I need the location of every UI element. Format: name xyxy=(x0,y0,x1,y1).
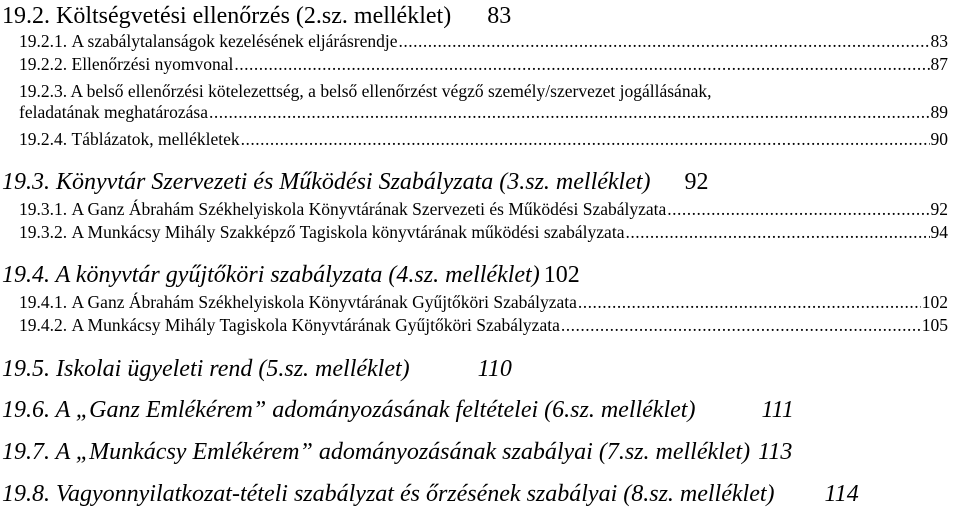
toc-entry-19-2-4[interactable] xyxy=(19,128,948,150)
toc-page: 111 xyxy=(761,397,794,423)
toc-heading-19-6[interactable] xyxy=(2,396,794,424)
toc-number: 19.2. xyxy=(2,3,50,29)
toc-page: 83 xyxy=(930,31,948,51)
toc-heading-19-2[interactable] xyxy=(2,2,511,30)
toc-number: 19.2.3. xyxy=(19,81,68,101)
toc-entry-19-3-1[interactable] xyxy=(19,198,948,220)
toc-title: A Munkácsy Mihály Szakképző Tagiskola könyvtárának működési szabályzata xyxy=(71,222,625,242)
toc-number: 19.5. xyxy=(2,356,50,382)
toc-title: Költségvetési ellenőrzés (2.sz. melléklet) xyxy=(56,3,452,29)
toc-page: 113 xyxy=(758,439,793,465)
toc-entry-19-2-1[interactable] xyxy=(19,30,948,52)
toc-title: A „Munkácsy Emlékérem” adományozásának szabályai (7.sz. melléklet) xyxy=(55,439,751,465)
toc-title-line2: feladatának meghatározása xyxy=(19,102,208,122)
toc-page: 89 xyxy=(930,102,948,122)
toc-number: 19.4.2. xyxy=(19,315,68,335)
toc-page: 102 xyxy=(543,262,580,288)
toc-page: 110 xyxy=(477,356,512,382)
toc-title: Táblázatok, mellékletek xyxy=(71,129,240,149)
toc-number: 19.7. xyxy=(2,439,50,465)
toc-heading-19-3[interactable] xyxy=(2,168,709,196)
toc-leader xyxy=(625,221,929,243)
toc-leader xyxy=(234,53,929,75)
toc-number: 19.3.1. xyxy=(19,199,68,219)
toc-page: 105 xyxy=(921,315,948,335)
toc-number: 19.4.1. xyxy=(19,292,68,312)
toc-page: 102 xyxy=(921,292,948,312)
toc-entry-19-2-3[interactable] xyxy=(19,80,711,102)
toc-number: 19.8. xyxy=(2,481,50,507)
toc-title: Iskolai ügyeleti rend (5.sz. melléklet) xyxy=(56,356,410,382)
toc-page: 94 xyxy=(930,222,948,242)
toc-title: A Ganz Ábrahám Székhelyiskola Könyvtárának Szervezeti és Működési Szabályzata xyxy=(71,199,667,219)
toc-number: 19.6. xyxy=(2,397,50,423)
toc-heading-19-8[interactable] xyxy=(2,480,859,508)
toc-entry-19-2-3-cont[interactable] xyxy=(19,101,948,123)
toc-page: 90 xyxy=(930,129,948,149)
toc-number: 19.2.4. xyxy=(19,129,68,149)
toc-heading-19-5[interactable] xyxy=(2,355,512,383)
toc-leader xyxy=(209,101,930,123)
toc-page: 92 xyxy=(930,199,948,219)
toc-title: A szabálytalanságok kezelésének eljárásrendje xyxy=(71,31,398,51)
toc-number: 19.3. xyxy=(2,169,50,195)
toc-page: 92 xyxy=(684,169,709,195)
toc-number: 19.4. xyxy=(2,262,50,288)
toc-page: 114 xyxy=(824,481,859,507)
toc-leader xyxy=(561,314,921,336)
toc-leader xyxy=(241,128,930,150)
toc-title: A Munkácsy Mihály Tagiskola Könyvtárának Gyűjtőköri Szabályzata xyxy=(71,315,560,335)
toc-heading-19-4[interactable] xyxy=(2,261,580,289)
toc-number: 19.2.2. xyxy=(19,54,68,74)
toc-page: 83 xyxy=(487,3,512,29)
toc-title: A „Ganz Emlékérem” adományozásának feltételei (6.sz. melléklet) xyxy=(55,397,696,423)
toc-leader xyxy=(667,198,929,220)
toc-heading-19-7[interactable] xyxy=(2,438,792,466)
toc-title-line1: A belső ellenőrzési kötelezettség, a belső ellenőrzést végző személy/szervezet jogállásának, xyxy=(70,81,712,101)
toc-leader xyxy=(578,291,921,313)
toc-title: Ellenőrzési nyomvonal xyxy=(71,54,234,74)
toc-entry-19-3-2[interactable] xyxy=(19,221,948,243)
toc-entry-19-4-1[interactable] xyxy=(19,291,948,313)
toc-title: Könyvtár Szervezeti és Működési Szabályzata (3.sz. melléklet) xyxy=(56,169,651,195)
toc-number: 19.3.2. xyxy=(19,222,68,242)
toc-title: A Ganz Ábrahám Székhelyiskola Könyvtárának Gyűjtőköri Szabályzata xyxy=(71,292,577,312)
toc-entry-19-2-2[interactable] xyxy=(19,53,948,75)
toc-entry-19-4-2[interactable] xyxy=(19,314,948,336)
toc-page: 87 xyxy=(930,54,948,74)
toc-leader xyxy=(399,30,930,52)
toc-title: A könyvtár gyűjtőköri szabályzata (4.sz. melléklet) xyxy=(55,262,540,288)
toc-title: Vagyonnyilatkozat-tételi szabályzat és őrzésének szabályai (8.sz. melléklet) xyxy=(56,481,775,507)
toc-number: 19.2.1. xyxy=(19,31,68,51)
